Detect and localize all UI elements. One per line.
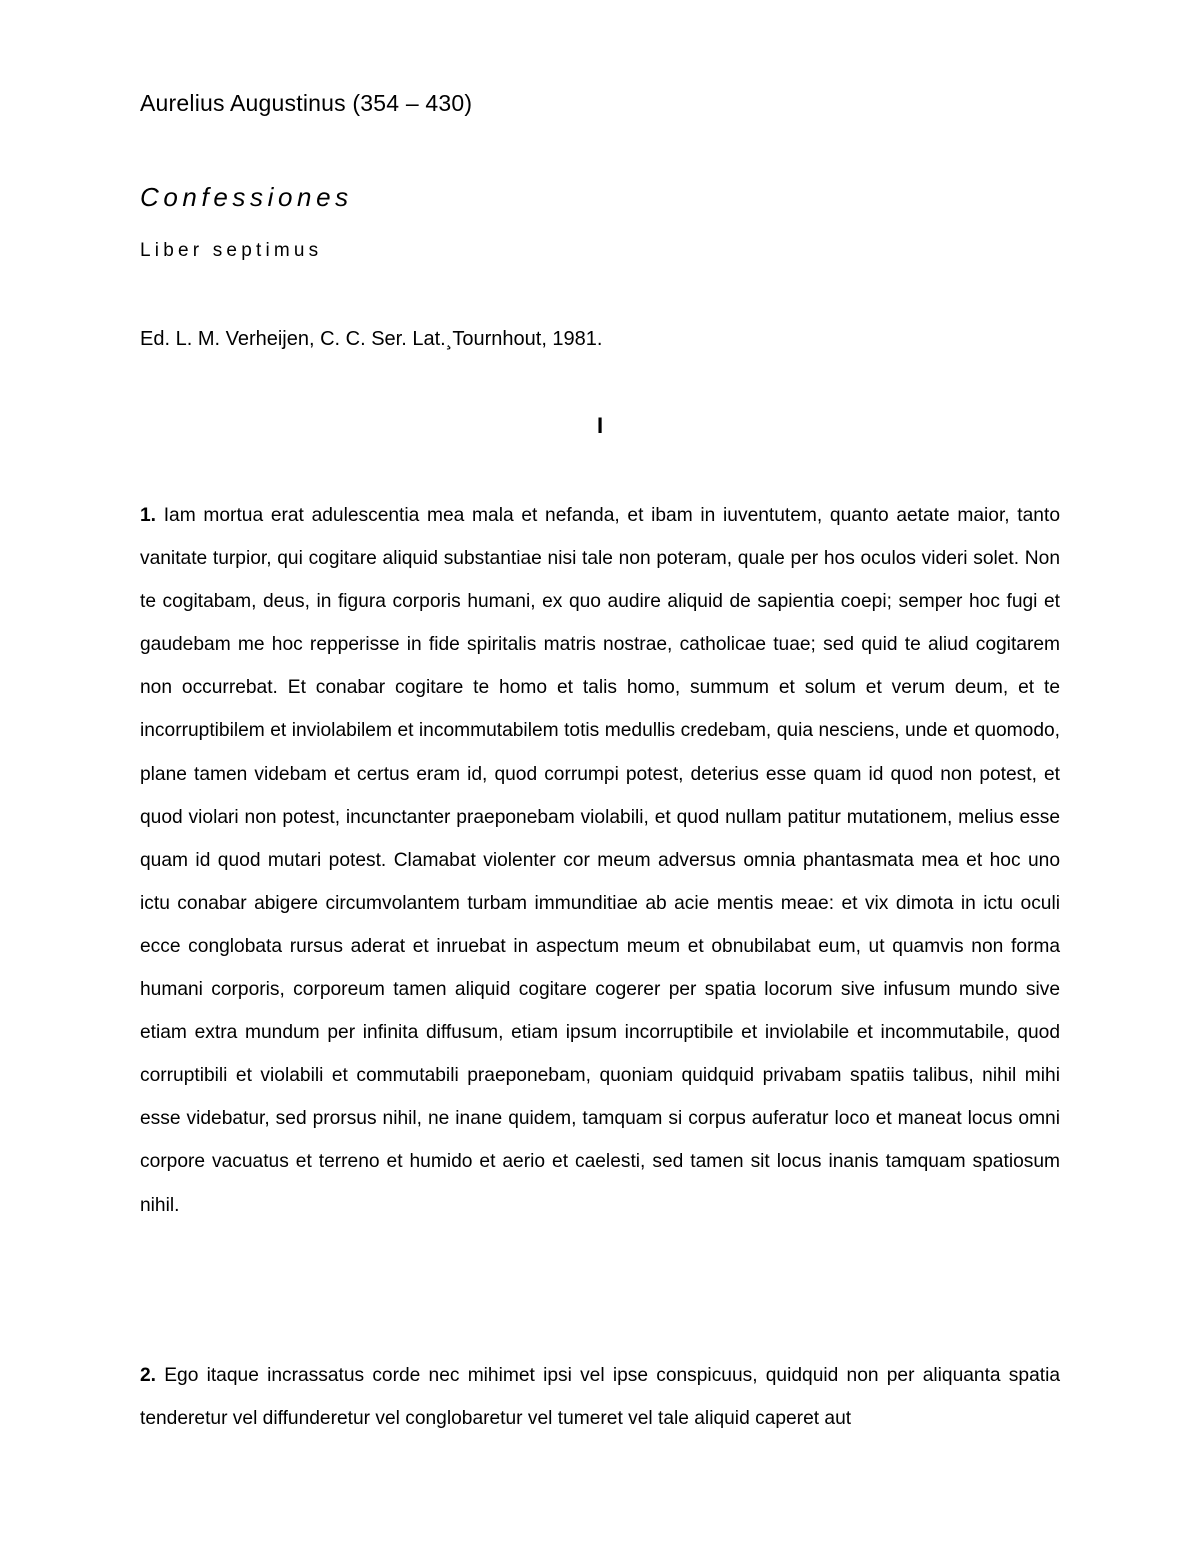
book-title: Liber septimus — [140, 240, 323, 261]
edition-citation: Ed. L. M. Verheijen, C. C. Ser. Lat.¸Tournhout, 1981. — [140, 328, 603, 350]
author-line: Aurelius Augustinus (354 – 430) — [140, 90, 473, 116]
paragraph-2 — [140, 1354, 1060, 1440]
paragraph-number: 1. — [140, 505, 157, 526]
paragraph-text: Iam mortua erat adulescentia mea mala et nefanda, et ibam in iuventutem, quanto aetate maior, tanto vanitate turpior, qui cogitare aliquid substantiae nisi tale non poteram, quale per hos oculos videri solet. Non te cogitabam, deus, in figura corporis humani, ex quo audire aliquid de sapientia coepi; semper hoc fugi et gaudebam me hoc repperisse in fide spiritalis matris nostrae, catholicae tuae; sed quid te aliud cogitarem non occurrebat. Et conabar cogitare te homo et talis homo, summum et solum et verum deum, et te incorruptibilem et inviolabilem et incommutabilem totis medullis credebam, quia nesciens, unde et quomodo, plane tamen videbam et certus eram id, quod corrumpi potest, deterius esse quam id quod non potest, et quod violari non potest, incunctanter praeponebam violabili, et quod nullam patitur mutationem, melius esse quam id quod mutari potest. Clamabat violenter cor meum adversus omnia phantasmata mea et hoc uno ictu conabar abigere circumvolantem turbam immunditiae ab acie mentis meae: et vix dimota in ictu oculi ecce conglobata rursus aderat et inruebat in aspectum meum et obnubilabat eum, ut quamvis non forma humani corporis, corporeum tamen aliquid cogitare cogerer per spatia locorum sive infusum mundo sive etiam extra mundum per infinita diffusum, etiam ipsum incorruptibile et inviolabile et incommutabile, quod corruptibili et violabili et commutabili praeponebam, quoniam quidquid privabam spatiis talibus, nihil mihi esse videbatur, sed prorsus nihil, ne inane quidem, tamquam si corpus auferatur loco et maneat locus omni corpore vacuatus et terreno et humido et aerio et caelesti, sed tamen sit locus inanis tamquam spatiosum nihil. — [140, 505, 1060, 1216]
chapter-numeral: I — [596, 413, 604, 438]
paragraph-number: 2. — [140, 1365, 157, 1386]
paragraph-text: Ego itaque incrassatus corde nec mihimet ipsi vel ipse conspicuus, quidquid non per aliquanta spatia tenderetur vel diffunderetur vel conglobaretur vel tumeret vel tale aliquid caperet aut — [140, 1365, 1060, 1430]
work-title: Confessiones — [140, 182, 353, 212]
paragraph-1 — [140, 494, 1060, 1227]
